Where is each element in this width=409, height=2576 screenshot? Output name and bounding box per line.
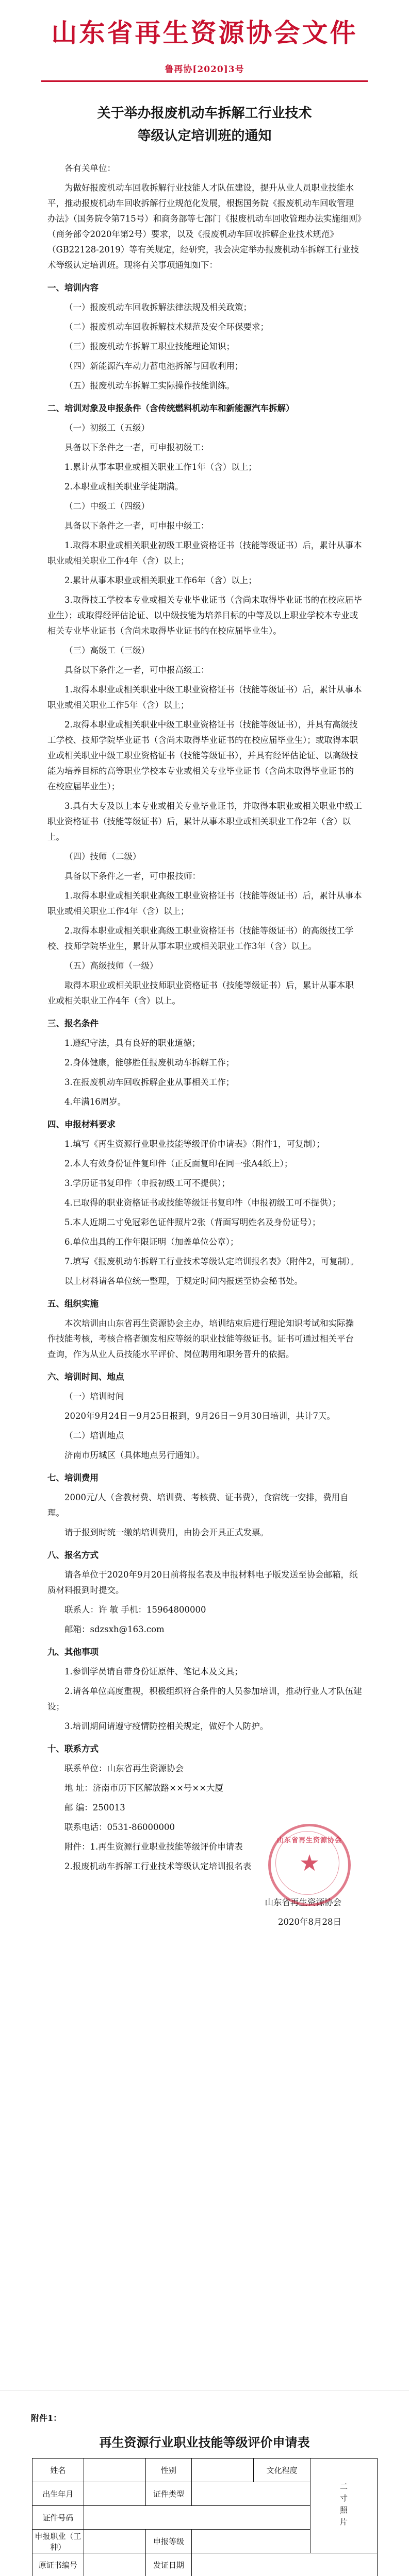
notice-paragraph: 具备以下条件之一者，可申报高级工： <box>64 665 209 675</box>
notice-paragraph: （三）报废机动车拆解工职业技能理论知识； <box>64 342 235 351</box>
form-label-culture: 文化程度 <box>254 2459 310 2482</box>
section-heading: 九、其他事项 <box>47 1647 99 1657</box>
form-input-orig-cert[interactable] <box>84 2553 145 2576</box>
notice-paragraph: 附件：1.再生资源行业职业技能等级评价申请表 <box>64 1842 243 1852</box>
form-input-name[interactable] <box>84 2459 145 2482</box>
form-label-name: 姓名 <box>32 2459 84 2482</box>
section-heading: 五、组织实施 <box>47 1299 99 1309</box>
notice-paragraph: （二）中级工（四级） <box>64 501 150 511</box>
notice-title-line-2: 等级认定培训班的通知 <box>137 128 272 144</box>
notice-paragraph: 取得本职业或相关职业技师职业资格证书（技能等级证书）后，累计从事本职业或相关职业工作4年（含）以上。 <box>47 980 354 1006</box>
notice-paragraph: 3.培训期间请遵守疫情防控相关规定，做好个人防护。 <box>64 1721 269 1731</box>
attachment-1-page <box>0 2391 409 2576</box>
notice-paragraph: 济南市历城区（具体地点另行通知）。 <box>64 1450 205 1460</box>
org-header-title: 山东省再生资源协会文件 <box>51 18 358 48</box>
notice-paragraph: 3.在报废机动车回收拆解企业从事相关工作； <box>64 1077 235 1087</box>
notice-paragraph: （二）培训地点 <box>64 1431 124 1440</box>
notice-paragraph: （五）报废机动车拆解工实际操作技能训练。 <box>64 381 235 391</box>
notice-paragraph: 1.取得本职业或相关职业高级工职业资格证书（技能等级证书）后，累计从事本职业或相关职业工作4年（含）以上； <box>47 891 362 916</box>
notice-paragraph: 各有关单位： <box>64 163 116 173</box>
notice-paragraph: 1.取得本职业或相关职业中级工职业资格证书（技能等级证书）后，累计从事本职业或相关职业工作5年（含）以上； <box>47 685 362 710</box>
document-number: 鲁再协[2020]3号 <box>165 64 244 75</box>
notice-paragraph: 2.身体健康，能够胜任报废机动车拆解工作； <box>64 1058 235 1067</box>
form-label-occupation: 申报职业（工种） <box>32 2530 84 2553</box>
notice-paragraph: 2.请各单位高度重视，积极组织符合条件的人员参加培训，推动行业人才队伍建设； <box>47 1686 362 1711</box>
form-label-id-no: 证件号码 <box>32 2506 84 2530</box>
evaluation-application-form <box>32 2458 378 2576</box>
section-heading: 十、联系方式 <box>47 1744 99 1754</box>
attachment-1-title: 再生资源行业职业技能等级评价申请表 <box>99 2435 310 2450</box>
form-photo-box[interactable]: 二寸照片 <box>310 2459 378 2553</box>
form-input-issue-date[interactable] <box>192 2553 378 2576</box>
notice-paragraph: （四）新能源汽车动力蓄电池拆解与回收利用； <box>64 361 243 371</box>
notice-paragraph: 2.本人有效身份证件复印件（正反面复印在同一张A4纸上）； <box>64 1159 293 1168</box>
section-heading: 八、报名方式 <box>47 1550 99 1560</box>
notice-body <box>47 161 362 1934</box>
notice-paragraph: 1.填写《再生资源行业职业技能等级评价申请表》（附件1，可复制）； <box>64 1139 325 1149</box>
form-label-birth: 出生年月 <box>32 2482 84 2506</box>
notice-paragraph: 联系人：许 敏 手机：15964800000 <box>64 1605 206 1615</box>
notice-paragraph: 为做好报废机动车回收拆解行业技能人才队伍建设，提升从业人员职业技能水平，推动报废机动车回收拆解行业规范化发展，根据国务院《报废机动车回收管理办法》（国务院令第715号）和商务部等七部门《报废机动车回收管理办法实施细则》（商务部令2020年第2号）要求，以及《报废机动车回收拆解企业技术规范》（GB22128-2019）等有关规定，经研究，我会决定举办报废机动车拆解工行业技术等级认定培训班。现将有关事项通知如下： <box>47 183 362 270</box>
notice-paragraph: 1.遵纪守法，具有良好的职业道德； <box>64 1038 201 1048</box>
notice-paragraph: 2000元/人（含教材费、培训费、考核费、证书费），食宿统一安排，费用自理。 <box>47 1493 349 1518</box>
notice-paragraph: 3.具有大专及以上本专业或相关专业毕业证书，并取得本职业或相关职业中级工职业资格证书（技能等级证书）后，累计从事本职业或相关职业工作2年（含）以上。 <box>47 801 362 842</box>
seal-text: 山东省再生资源协会 <box>276 1837 342 1844</box>
section-heading: 六、培训时间、地点 <box>47 1372 124 1382</box>
form-input-level[interactable] <box>192 2530 310 2553</box>
form-input-gender[interactable] <box>192 2459 254 2482</box>
form-label-level: 申报等级 <box>145 2530 192 2553</box>
notice-paragraph: 3.学历证书复印件（申报初级工可不提供）； <box>64 1178 230 1188</box>
notice-paragraph: 1.取得本职业或相关职业初级工职业资格证书（技能等级证书）后，累计从事本职业或相关职业工作4年（含）以上； <box>47 540 362 566</box>
notice-paragraph: 3.取得技工学校本专业或相关专业毕业证书（含尚未取得毕业证书的在校应届毕业生）；或取得经评估论证、以中级技能为培养目标的中等及以上职业学校本专业或相关专业毕业证书（含尚未取得毕业证书的在校应届毕业生）。 <box>47 595 362 636</box>
notice-paragraph: 5.本人近期二寸免冠彩色证件照片2张（背面写明姓名及身份证号）； <box>64 1217 321 1227</box>
notice-paragraph: 2.累计从事本职业或相关职业工作6年（含）以上； <box>64 575 257 585</box>
form-label-id-type: 证件类型 <box>145 2482 192 2506</box>
notice-paragraph: 邮箱：sdzsxh@163.com <box>64 1624 165 1634</box>
notice-paragraph: 4.年满16周岁。 <box>64 1097 126 1107</box>
form-label-gender: 性别 <box>145 2459 192 2482</box>
notice-paragraph: （一）培训时间 <box>64 1392 124 1401</box>
attachment-1-label: 附件1： <box>31 2413 62 2423</box>
form-input-id-no[interactable] <box>84 2506 310 2530</box>
section-heading: 三、报名条件 <box>47 1019 99 1028</box>
notice-paragraph: 具备以下条件之一者，可申报中级工： <box>64 521 209 531</box>
form-label-orig-cert: 原证书编号 <box>32 2553 84 2576</box>
notice-paragraph: 请各单位于2020年9月20日前将报名表及申报材料电子版发送至协会邮箱，纸质材料报到时提交。 <box>47 1570 358 1595</box>
notice-paragraph: 地 址：济南市历下区解放路××号××大厦 <box>64 1783 224 1793</box>
notice-paragraph: 联系单位：山东省再生资源协会 <box>64 1764 184 1773</box>
header-red-rule <box>41 80 368 82</box>
form-label-issue-date: 发证日期 <box>145 2553 192 2576</box>
section-heading: 四、申报材料要求 <box>47 1120 116 1129</box>
notice-paragraph: 以上材料请各单位统一整理，于规定时间内报送至协会秘书处。 <box>64 1276 303 1286</box>
notice-paragraph: 2020年9月24日－9月25日报到，9月26日－9月30日培训，共计7天。 <box>64 1411 335 1421</box>
notice-paragraph: （三）高级工（三级） <box>64 646 150 655</box>
form-input-birth[interactable] <box>84 2482 145 2506</box>
notice-paragraph: （一）初级工（五级） <box>64 423 150 433</box>
seal-star-icon: ★ <box>299 1850 320 1876</box>
notice-paragraph: （五）高级技师（一级） <box>64 961 158 971</box>
notice-paragraph: 本次培训由山东省再生资源协会主办，培训结束后进行理论知识考试和实际操作技能考核，考核合格者颁发相应等级的职业技能等级证书。证书可通过相关平台查询，作为从业人员技能水平评价、岗位聘用和职务晋升的依据。 <box>47 1318 354 1359</box>
official-seal <box>268 1824 351 1906</box>
notice-paragraph: （一）报废机动车回收拆解法律法规及相关政策； <box>64 302 252 312</box>
signature-date: 2020年8月28日 <box>278 1917 341 1927</box>
notice-paragraph: 具备以下条件之一者，可申报技师： <box>64 871 201 881</box>
notice-paragraph: 7.填写《报废机动车拆解工行业技术等级认定培训报名表》（附件2，可复制）。 <box>64 1257 359 1266</box>
notice-paragraph: 1.累计从事本职业或相关职业工作1年（含）以上； <box>64 462 257 472</box>
notice-paragraph: 2.报废机动车拆解工行业技术等级认定培训报名表 <box>64 1861 252 1871</box>
notice-paragraph: 1.参训学员请自带身份证原件、笔记本及文具； <box>64 1667 243 1676</box>
notice-paragraph: 具备以下条件之一者，可申报初级工： <box>64 443 209 452</box>
signature-org: 山东省再生资源协会 <box>265 1897 341 1907</box>
notice-paragraph: （二）报废机动车回收拆解技术规范及安全环保要求； <box>64 322 269 332</box>
notice-paragraph: 2.取得本职业或相关职业中级工职业资格证书（技能等级证书），并具有高级技工学校、技师学院毕业证书（含尚未取得毕业证书的在校应届毕业生）；或取得本职业或相关职业中级工职业资格证书（技能等级证书），并具有经评估论证、以高级技能为培养目标的高等职业学校本专业或相关专业毕业证书（含尚未取得毕业证书的在校应届毕业生）； <box>47 720 358 791</box>
form-input-occupation[interactable] <box>84 2530 145 2553</box>
notice-paragraph: 请于报到时统一缴纳培训费用，由协会开具正式发票。 <box>64 1528 269 1537</box>
notice-paragraph: 6.单位出具的工作年限证明（加盖单位公章）； <box>64 1237 239 1247</box>
notice-paragraph: （四）技师（二级） <box>64 852 141 861</box>
notice-paragraph: 4.已取得的职业资格证书或技能等级证书复印件（申报初级工可不提供）； <box>64 1198 341 1208</box>
notice-paragraph: 2.取得本职业或相关职业高级工职业资格证书（技能等级证书）的高级技工学校、技师学院毕业生，累计从事本职业或相关职业工作3年（含）以上。 <box>47 926 354 951</box>
section-heading: 一、培训内容 <box>47 283 99 293</box>
form-input-id-type[interactable] <box>192 2482 310 2506</box>
section-heading: 七、培训费用 <box>47 1473 99 1483</box>
notice-paragraph: 2.本职业或相关职业学徒期满。 <box>64 482 184 492</box>
notice-paragraph: 联系电话：0531-86000000 <box>64 1822 175 1832</box>
section-heading: 二、培训对象及申报条件（含传统燃料机动车和新能源汽车拆解） <box>47 403 295 413</box>
notice-paragraph: 邮 编：250013 <box>64 1803 125 1812</box>
notice-title-line-1: 关于举办报废机动车拆解工行业技术 <box>97 106 312 121</box>
